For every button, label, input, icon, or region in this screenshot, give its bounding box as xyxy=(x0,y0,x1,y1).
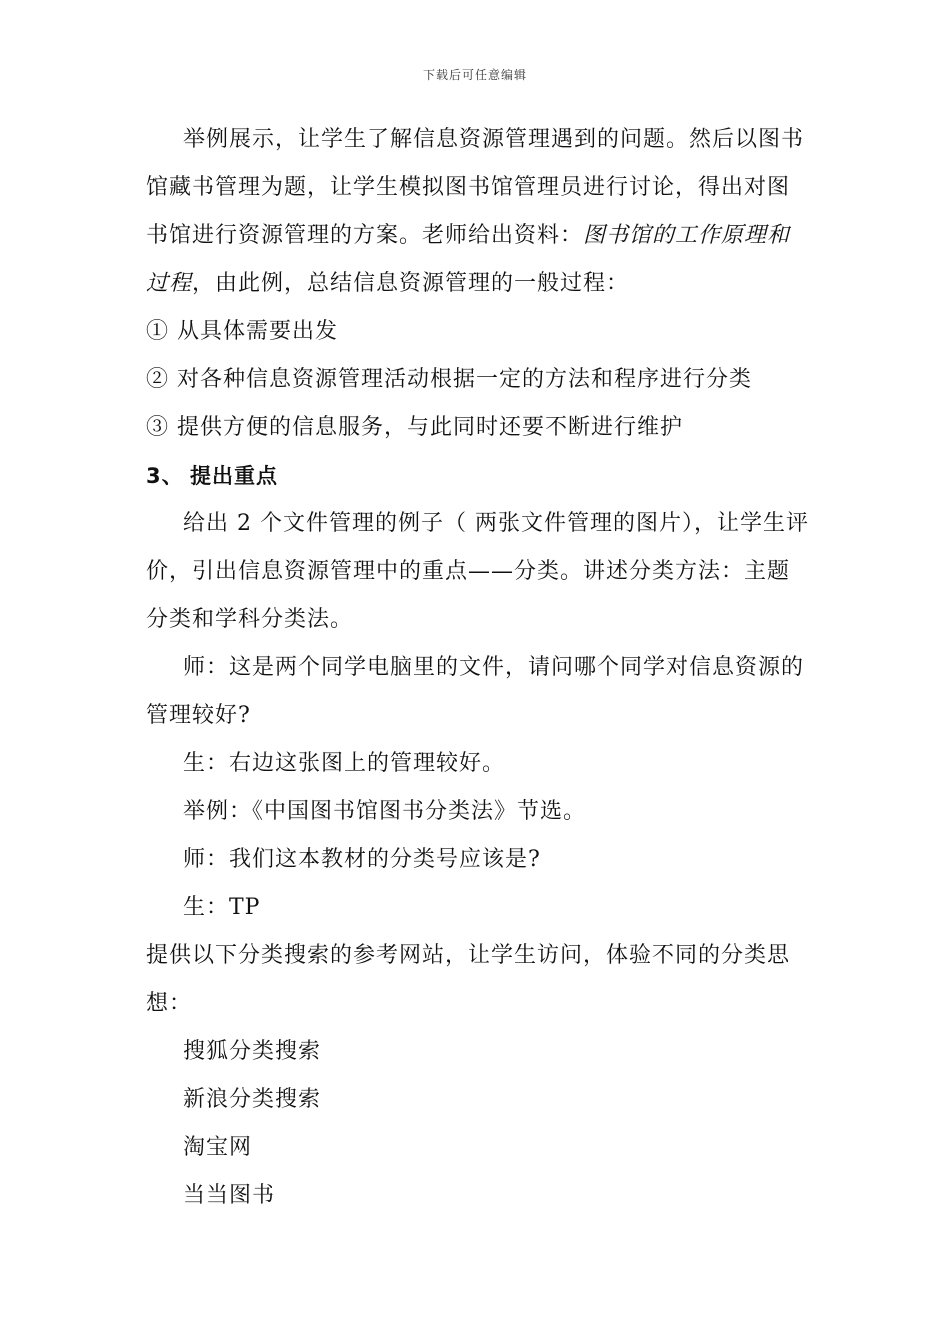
sites-intro-paragraph: 提供以下分类搜索的参考网站，让学生访问，体验不同的分类思想： xyxy=(146,943,791,1016)
site-item-sohu: 搜狐分类搜索 xyxy=(183,1039,322,1064)
site-item-taobao: 淘宝网 xyxy=(183,1135,253,1160)
dialogue-line-4: 师：我们这本教材的分类号应该是? xyxy=(183,847,541,872)
site-item-sina: 新浪分类搜索 xyxy=(183,1087,322,1112)
dialogue-line-3: 举例：《中国图书馆图书分类法》节选。 xyxy=(183,799,587,824)
key-point-paragraph: 给出 2 个文件管理的例子（ 两张文件管理的图片），让学生评价，引出信息资源管理中的重点——分类。讲述分类方法：主题分类和学科分类法。 xyxy=(146,511,809,632)
dialogue-line-1: 师：这是两个同学电脑里的文件，请问哪个同学对信息资源的管理较好? xyxy=(146,655,805,728)
step-3: ③ 提供方便的信息服务，与此同时还要不断进行维护 xyxy=(146,415,683,440)
section-heading-title: 提出重点 xyxy=(190,464,278,488)
intro-italic-reference: 图书馆的工作原理和过程 xyxy=(146,223,791,296)
intro-text-a: 举例展示，让学生了解信息资源管理遇到的问题。然后以图书馆藏书管理为题，让学生模拟图书馆管理员进行讨论，得出对图书馆进行资源管理的方案。老师给出资料： xyxy=(146,127,805,248)
step-1: ① 从具体需要出发 xyxy=(146,319,338,344)
site-item-dangdang: 当当图书 xyxy=(183,1183,276,1208)
intro-paragraph xyxy=(146,116,811,308)
intro-text-b: ，由此例，总结信息资源管理的一般过程： xyxy=(192,271,630,296)
step-2: ② 对各种信息资源管理活动根据一定的方法和程序进行分类 xyxy=(146,367,752,392)
document-body xyxy=(146,116,811,1220)
dialogue-line-5: 生：TP xyxy=(183,895,261,920)
section-heading xyxy=(146,452,811,500)
section-heading-number: 3、 xyxy=(146,464,184,488)
page-header-note: 下载后可任意编辑 xyxy=(422,68,527,82)
dialogue-line-2: 生：右边这张图上的管理较好。 xyxy=(183,751,506,776)
